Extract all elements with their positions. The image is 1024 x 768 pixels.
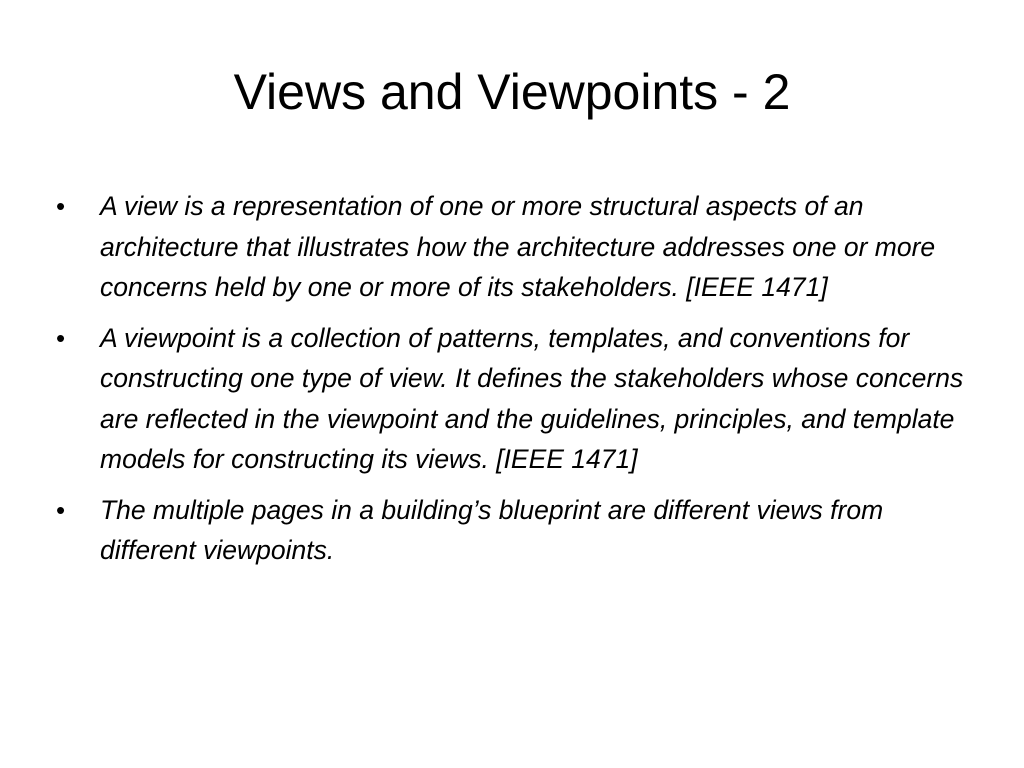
- bullet-item: [56, 186, 976, 308]
- bullet-icon: •: [56, 494, 66, 525]
- bullet-item: [56, 490, 976, 571]
- slide-title: Views and Viewpoints - 2: [233, 64, 791, 120]
- bullet-list: [56, 186, 976, 581]
- bullet-text: The multiple pages in a building’s blueprint are different views from different viewpoints.: [100, 494, 884, 565]
- bullet-icon: •: [56, 322, 66, 353]
- bullet-text: A viewpoint is a collection of patterns, templates, and conventions for constructing one type of view. It defines the stakeholders whose concerns are reflected in the viewpoint and the guidelines, principles, and template models for constructing its views. [IEEE 1471]: [100, 322, 964, 474]
- bullet-icon: •: [56, 191, 66, 221]
- bullet-item: [56, 318, 976, 480]
- bullet-text: A view is a representation of one or more structural aspects of an architecture that illustrates how the architecture addresses one or more concerns held by one or more of its stakeholders. [IEEE 1471]: [100, 191, 936, 302]
